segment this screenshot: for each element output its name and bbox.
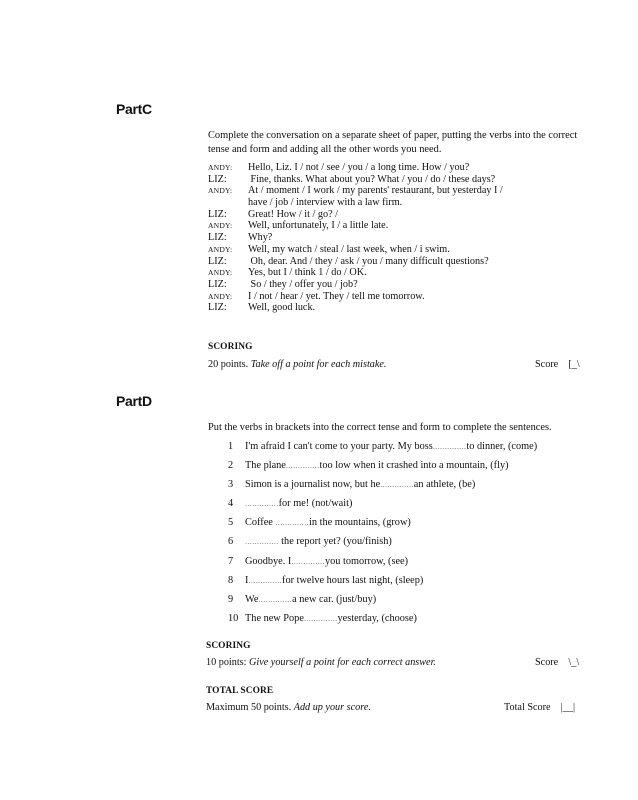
dialogue-text: Fine, thanks. What about you? What / you / do / these days? — [248, 173, 496, 185]
sentence-number: 7 — [228, 555, 234, 567]
speaker-label: ANDY: — [208, 244, 233, 254]
speaker-label: ANDY: — [208, 291, 233, 301]
part-c-score-box[interactable]: [_\ — [568, 359, 580, 370]
total-score — [504, 702, 575, 713]
sentence-item — [228, 612, 618, 631]
total-note: Add up your score. — [293, 702, 371, 713]
sentence-number: 4 — [228, 498, 234, 510]
speaker-label: LIZ: — [208, 302, 227, 314]
part-c-scoring-note: Take off a point for each mistake. — [250, 359, 387, 370]
sentence-item — [228, 497, 618, 516]
part-d-score-label: Score — [535, 657, 559, 668]
dialogue — [208, 162, 608, 314]
sentence-after: in the mountains, (grow) — [309, 517, 411, 529]
dialogue-text: Well, good luck. — [248, 302, 316, 314]
answer-blank[interactable]: .............. — [248, 575, 283, 585]
part-d-instructions: Put the verbs in brackets into the correct tense and form to complete the sentences. — [208, 422, 552, 433]
dialogue-text: Hello, Liz. I / not / see / you / a long time. How / you? — [248, 162, 470, 173]
part-c-heading: PartC — [116, 101, 152, 117]
sentence-before: The new Pope — [245, 612, 304, 624]
dialogue-text: have / job / interview with a law firm. — [248, 197, 403, 209]
sentence-item — [228, 478, 618, 497]
sentence-list — [228, 440, 618, 631]
part-d-score-box[interactable]: \_\ — [568, 657, 580, 668]
answer-blank[interactable]: .............. — [258, 594, 293, 604]
part-c-instructions: Complete the conversation on a separate sheet of paper, putting the verbs into the correct tense and form and adding all the other words you need. — [208, 130, 578, 155]
sentence-item — [228, 516, 618, 535]
sentence-after: an athlete, (be) — [413, 479, 476, 491]
dialogue-text: Why? — [248, 232, 273, 244]
part-d-scoring-line — [206, 657, 436, 668]
speaker-label: LIZ: — [208, 208, 227, 220]
dialogue-text: Well, unfortunately, I / a little late. — [248, 220, 389, 232]
sentence-number: 6 — [228, 536, 234, 548]
answer-blank[interactable]: .............. — [303, 613, 338, 623]
dialogue-line — [208, 279, 608, 291]
part-d-score — [535, 657, 579, 668]
sentence-before: Coffee — [245, 517, 276, 529]
sentence-number: 10 — [228, 612, 239, 624]
answer-blank[interactable]: .............. — [245, 499, 279, 509]
total-score-label: TOTAL SCORE — [206, 686, 274, 696]
sentence-number: 1 — [228, 441, 234, 452]
sentence-number: 3 — [228, 479, 234, 491]
speaker-label: ANDY: — [208, 163, 233, 172]
dialogue-line — [208, 185, 608, 197]
sentence-after: too low when it crashed into a mountain, (fly) — [319, 460, 509, 472]
dialogue-line — [208, 291, 608, 303]
dialogue-line — [208, 256, 608, 268]
sentence-after: yesterday, (choose) — [337, 612, 417, 624]
sentence-before: Goodbye. I — [245, 555, 292, 567]
dialogue-line — [208, 267, 608, 279]
sentence-before: I'm afraid I can't come to your party. My boss — [245, 441, 433, 452]
part-c-points: 20 points. — [208, 359, 249, 370]
part-d-scoring-note: Give yourself a point for each correct answer. — [249, 657, 436, 668]
answer-blank[interactable]: .............. — [275, 518, 310, 528]
sentence-after: you tomorrow, (see) — [324, 555, 409, 567]
part-d-heading: PartD — [116, 393, 152, 409]
dialogue-line — [208, 209, 608, 221]
sentence-after: a new car. (just/buy) — [292, 593, 377, 605]
part-d-points: 10 points: — [206, 657, 247, 668]
dialogue-text: Well, my watch / steal / last week, when / i swim. — [248, 243, 450, 255]
answer-blank[interactable]: .............. — [285, 461, 320, 471]
sentence-before: I — [245, 574, 249, 586]
sentence-item — [228, 440, 618, 459]
dialogue-text: So / they / offer you / job? — [248, 278, 358, 290]
dialogue-text: Oh, dear. And / they / ask / you / many difficult questions? — [248, 255, 489, 267]
sentence-number: 2 — [228, 460, 234, 472]
total-points: Maximum 50 points. — [206, 702, 292, 713]
answer-blank[interactable]: .............. — [380, 480, 414, 490]
answer-blank[interactable]: .............. — [432, 442, 467, 451]
dialogue-line — [208, 220, 608, 232]
sentence-item — [228, 593, 618, 612]
sentence-before: We — [245, 593, 259, 605]
total-score-box[interactable]: |__| — [560, 702, 575, 713]
sentence-item — [228, 459, 618, 478]
speaker-label: LIZ: — [208, 278, 227, 290]
dialogue-text: At / moment / I work / my parents' restaurant, but yesterday I / — [248, 185, 503, 197]
speaker-label: LIZ: — [208, 255, 227, 267]
sentence-after: the report yet? (you/finish) — [278, 536, 392, 548]
speaker-label: ANDY: — [208, 268, 233, 278]
total-score-line — [206, 702, 371, 713]
sentence-after: to dinner, (come) — [466, 441, 538, 452]
dialogue-line — [208, 197, 608, 209]
sentence-after: for twelve hours last night, (sleep) — [282, 574, 424, 586]
speaker-label: ANDY: — [208, 186, 233, 196]
dialogue-line — [208, 232, 608, 244]
part-d-scoring-label: SCORING — [206, 641, 251, 651]
dialogue-line — [208, 162, 608, 174]
speaker-label: ANDY: — [208, 221, 233, 231]
sentence-before: Simon is a journalist now, but he — [245, 479, 381, 491]
total-score-text: Total Score — [504, 702, 551, 713]
sentence-number: 8 — [228, 574, 234, 586]
dialogue-text: Yes, but I / think 1 / do / OK. — [248, 267, 367, 279]
answer-blank[interactable]: .............. — [245, 537, 279, 547]
sentence-after: for me! (not/wait) — [278, 498, 353, 510]
part-c-scoring-label: SCORING — [208, 342, 253, 352]
sentence-number: 5 — [228, 517, 234, 529]
speaker-label: LIZ: — [208, 173, 227, 185]
answer-blank[interactable]: .............. — [291, 556, 325, 566]
sentence-item — [228, 555, 618, 574]
part-c-score — [535, 359, 580, 370]
dialogue-line — [208, 302, 608, 314]
dialogue-text: I / not / hear / yet. They / tell me tomorrow. — [248, 290, 425, 302]
sentence-before: The plane — [245, 460, 286, 472]
sentence-item — [228, 535, 618, 554]
dialogue-text: Great! How / it / go? / — [248, 208, 338, 220]
dialogue-line — [208, 244, 608, 256]
sentence-number: 9 — [228, 593, 234, 605]
speaker-label: LIZ: — [208, 232, 227, 244]
sentence-item — [228, 574, 618, 593]
part-c-scoring-line — [208, 359, 386, 370]
dialogue-line — [208, 174, 608, 186]
part-c-score-label: Score — [535, 359, 559, 370]
